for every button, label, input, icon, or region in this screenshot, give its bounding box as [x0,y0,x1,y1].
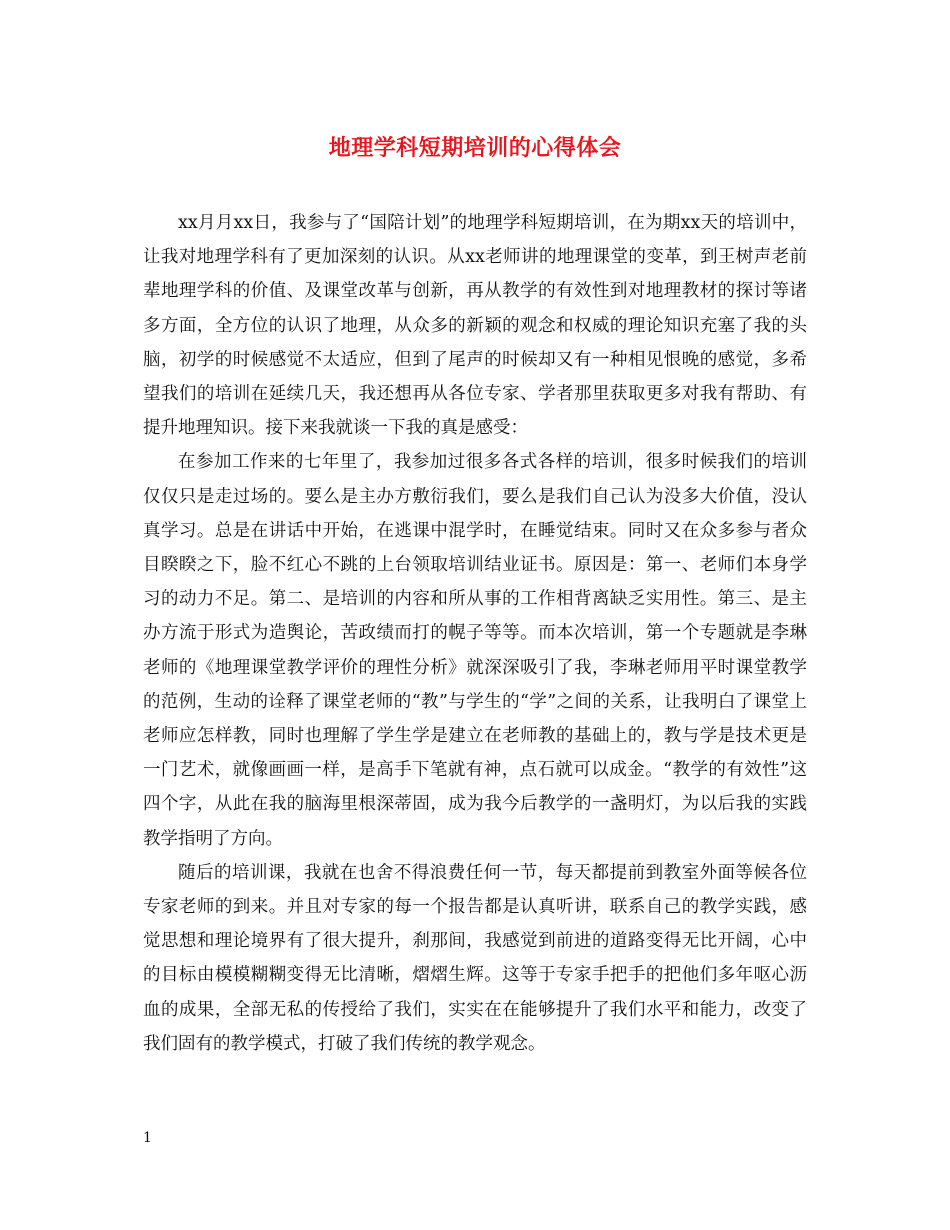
paragraph-3: 随后的培训课，我就在也舍不得浪费任何一节，每天都提前到教室外面等候各位专家老师的到来。并且对专家的每一个报告都是认真听讲，联系自己的教学实践，感觉思想和理论境界有了很大提升，刹那间，我感觉到前进的道路变得无比开阔，心中的目标由模模糊糊变得无比清晰，熠熠生辉。这等于专家手把手的把他们多年呕心沥血的成果，全部无私的传授给了我们，实实在在能够提升了我们水平和能力，改变了我们固有的教学模式，打破了我们传统的教学观念。 [143,862,807,1054]
page-number: 1 [143,1130,152,1146]
document-body [143,206,807,1061]
paragraph-1: xx月月xx日，我参与了“国陪计划”的地理学科短期培训，在为期xx天的培训中，让我对地理学科有了更加深刻的认识。从xx老师讲的地理课堂的变革，到王树声老前辈地理学科的价值、及课堂改革与创新，再从教学的有效性到对地理教材的探讨等诸多方面，全方位的认识了地理，从众多的新颖的观念和权威的理论知识充塞了我的头脑，初学的时候感觉不太适应，但到了尾声的时候却又有一种相见恨晚的感觉，多希望我们的培训在延续几天，我还想再从各位专家、学者那里获取更多对我有帮助、有提升地理知识。接下来我就谈一下我的真是感受： [143,213,807,439]
paragraph-2: 在参加工作来的七年里了，我参加过很多各式各样的培训，很多时候我们的培训仅仅只是走过场的。要么是主办方敷衍我们，要么是我们自己认为没多大价值，没认真学习。总是在讲话中开始，在逃课中混学时，在睡觉结束。同时又在众多参与者众目睽睽之下，脸不红心不跳的上台领取培训结业证书。原因是：第一、老师们本身学习的动力不足。第二、是培训的内容和所从事的工作相背离缺乏实用性。第三、是主办方流于形式为造舆论，苦政绩而打的幌子等等。而本次培训，第一个专题就是李琳老师的《地理课堂教学评价的理性分析》就深深吸引了我，李琳老师用平时课堂教学的范例，生动的诠释了课堂老师的“教”与学生的“学”之间的关系，让我明白了课堂上老师应怎样教，同时也理解了学生学是建立在老师教的基础上的，教与学是技术更是一门艺术，就像画画一样，是高手下笔就有神，点石就可以成金。“教学的有效性”这四个字，从此在我的脑海里根深蒂固，成为我今后教学的一盏明灯，为以后我的实践教学指明了方向。 [143,452,807,849]
document-title: 地理学科短期培训的心得体会 [328,135,622,161]
